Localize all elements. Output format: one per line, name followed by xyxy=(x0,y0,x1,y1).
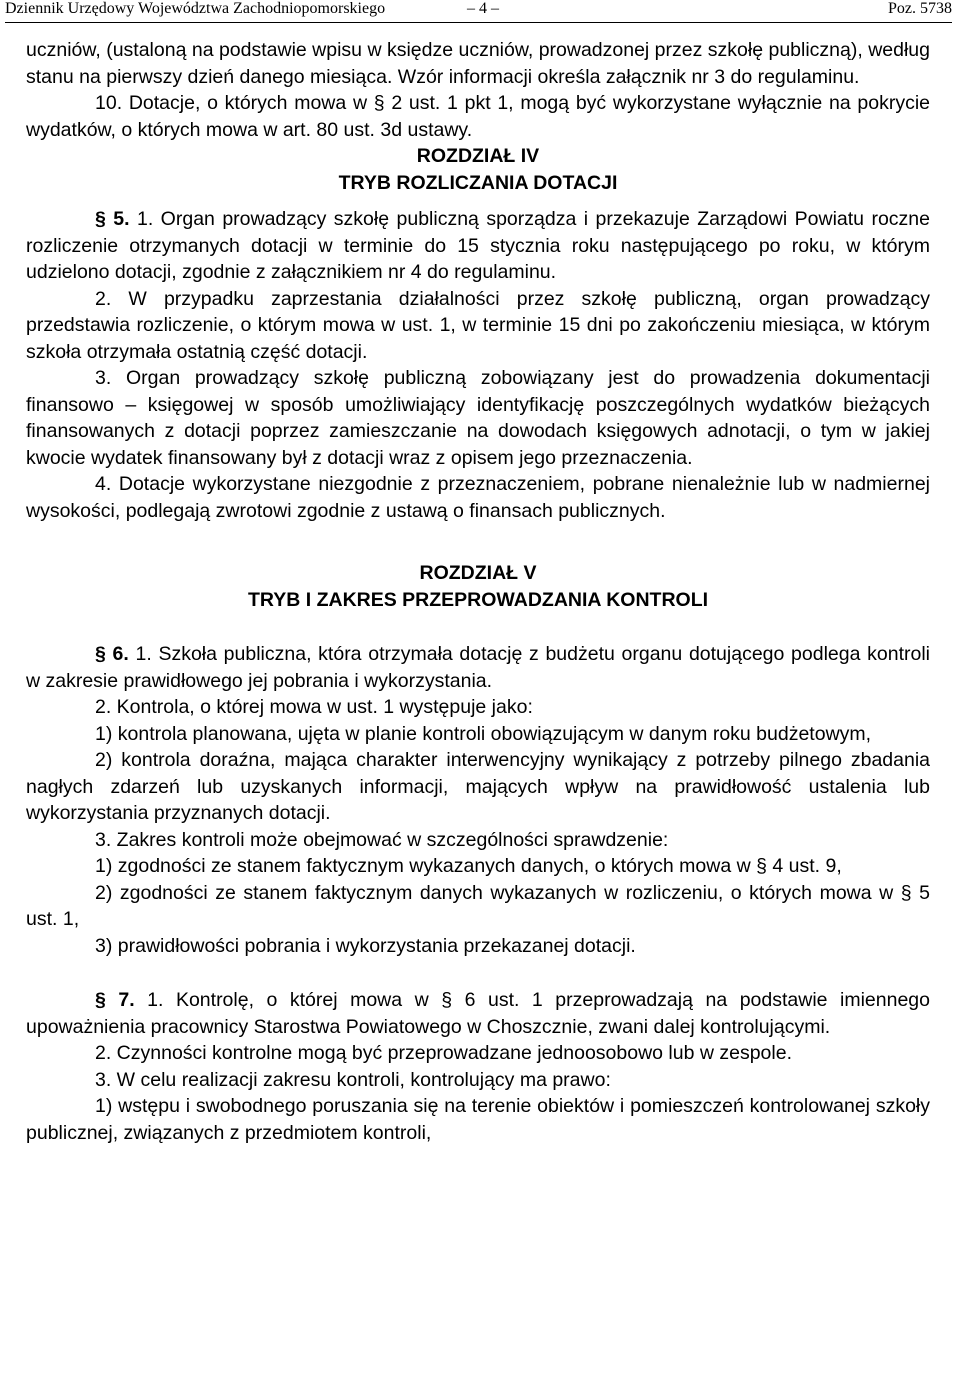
list-item: 3) prawidłowości pobrania i wykorzystania przekazanej dotacji. xyxy=(95,934,636,957)
paragraph: uczniów, (ustaloną na podstawie wpisu w księdze uczniów, prowadzonej przez szkołę publiczną), według stanu na pierwszy dzień danego miesiąca. Wzór informacji określa załącznik nr 3 do regulaminu. xyxy=(26,39,930,88)
paragraph: 2. Kontrola, o której mowa w ust. 1 występuje jako: xyxy=(95,696,533,718)
paragraph: 4. Dotacje wykorzystane niezgodnie z przeznaczeniem, pobrane nienależnie lub w nadmiernej wysokości, podlegają zwrotowi zgodnie z ustawą o finansach publicznych. xyxy=(26,473,930,522)
section-paragraph xyxy=(26,641,930,694)
paragraph: 10. Dotacje, o których mowa w § 2 ust. 1 pkt 1, mogą być wykorzystane wyłącznie na pokrycie wydatków, o których mowa w art. 80 ust. 3d ustawy. xyxy=(26,92,930,141)
section-number: § 5. xyxy=(95,208,130,230)
page-header xyxy=(5,0,952,23)
paragraph-text: 1. Kontrolę, o której mowa w § 6 ust. 1 przeprowadzają na podstawie imiennego upoważnienia pracownicy Starostwa Powiatowego w Choszcznie, zwani dalej kontrolującymi. xyxy=(26,989,931,1038)
list-item: 1) kontrola planowana, ujęta w planie kontroli obowiązującym w danym roku budżetowym, xyxy=(95,722,872,745)
section-paragraph xyxy=(26,987,930,1040)
chapter-title: TRYB I ZAKRES PRZEPROWADZANIA KONTROLI xyxy=(247,588,709,611)
position-number: Poz. 5738 xyxy=(888,0,952,17)
chapter-heading: ROZDZIAŁ V xyxy=(419,562,537,584)
paragraph: 3. W celu realizacji zakresu kontroli, kontrolujący ma prawo: xyxy=(95,1068,611,1091)
list-item: 1) zgodności ze stanem faktycznym wykazanych danych, o których mowa w § 4 ust. 9, xyxy=(95,855,842,877)
paragraph: 2. W przypadku zaprzestania działalności przez szkołę publiczną, organ prowadzący przedstawia rozliczenie, o którym mowa w ust. 1, w terminie 15 dni po zakończeniu miesiąca, w którym szkoła otrzymała ostatnią część dotacji. xyxy=(26,287,930,363)
chapter-heading: ROZDZIAŁ IV xyxy=(416,145,540,167)
list-item: 2) kontrola doraźna, mająca charakter interwencyjny wynikający z potrzeby pilnego zbadania nagłych zdarzeń lub uzyskanych informacji, mających wpływ na prawidłowość ustalenia lub wykorzystania przyznanych dotacji. xyxy=(26,749,930,824)
paragraph-text: 1. Szkoła publiczna, która otrzymała dotację z budżetu organu dotującego podlega kontroli w zakresie prawidłowego jej pobrania i wykorzystania. xyxy=(26,643,931,692)
chapter-title: TRYB ROZLICZANIA DOTACJI xyxy=(338,171,618,194)
list-item: 1) wstępu i swobodnego poruszania się na terenie obiektów i pomieszczeń kontrolowanej szkoły publicznej, związanych z przedmiotem kontroli, xyxy=(26,1095,930,1144)
journal-title: Dziennik Urzędowy Województwa Zachodniopomorskiego xyxy=(5,0,386,17)
paragraph: 2. Czynności kontrolne mogą być przeprowadzane jednoosobowo lub w zespole. xyxy=(95,1042,792,1064)
paragraph: 3. Organ prowadzący szkołę publiczną zobowiązany jest do prowadzenia dokumentacji finansowo – księgowej w sposób umożliwiający identyfikację poszczególnych wydatków bieżących finansowanych z dotacji poprzez zamieszczanie na dowodach księgowych adnotacji, o tym w jakiej kwocie wydatek finansowany był z dotacji wraz z opisem jego przeznaczenia. xyxy=(26,367,930,469)
section-number: § 7. xyxy=(95,989,135,1011)
list-item: 2) zgodności ze stanem faktycznym danych wykazanych w rozliczeniu, o których mowa w § 5 ust. 1, xyxy=(26,881,930,930)
page-number: – 4 – xyxy=(467,0,499,17)
section-paragraph xyxy=(26,206,930,286)
paragraph-text: 1. Organ prowadzący szkołę publiczną sporządza i przekazuje Zarządowi Powiatu roczne rozliczenie otrzymanych dotacji w terminie do 15 stycznia roku następującego po roku, w którym udzielono dotacji, zgodnie z załącznikiem nr 4 do regulaminu. xyxy=(26,208,930,283)
paragraph: 3. Zakres kontroli może obejmować w szczególności sprawdzenie: xyxy=(95,828,669,851)
section-number: § 6. xyxy=(95,643,129,665)
document-body xyxy=(26,37,930,1146)
